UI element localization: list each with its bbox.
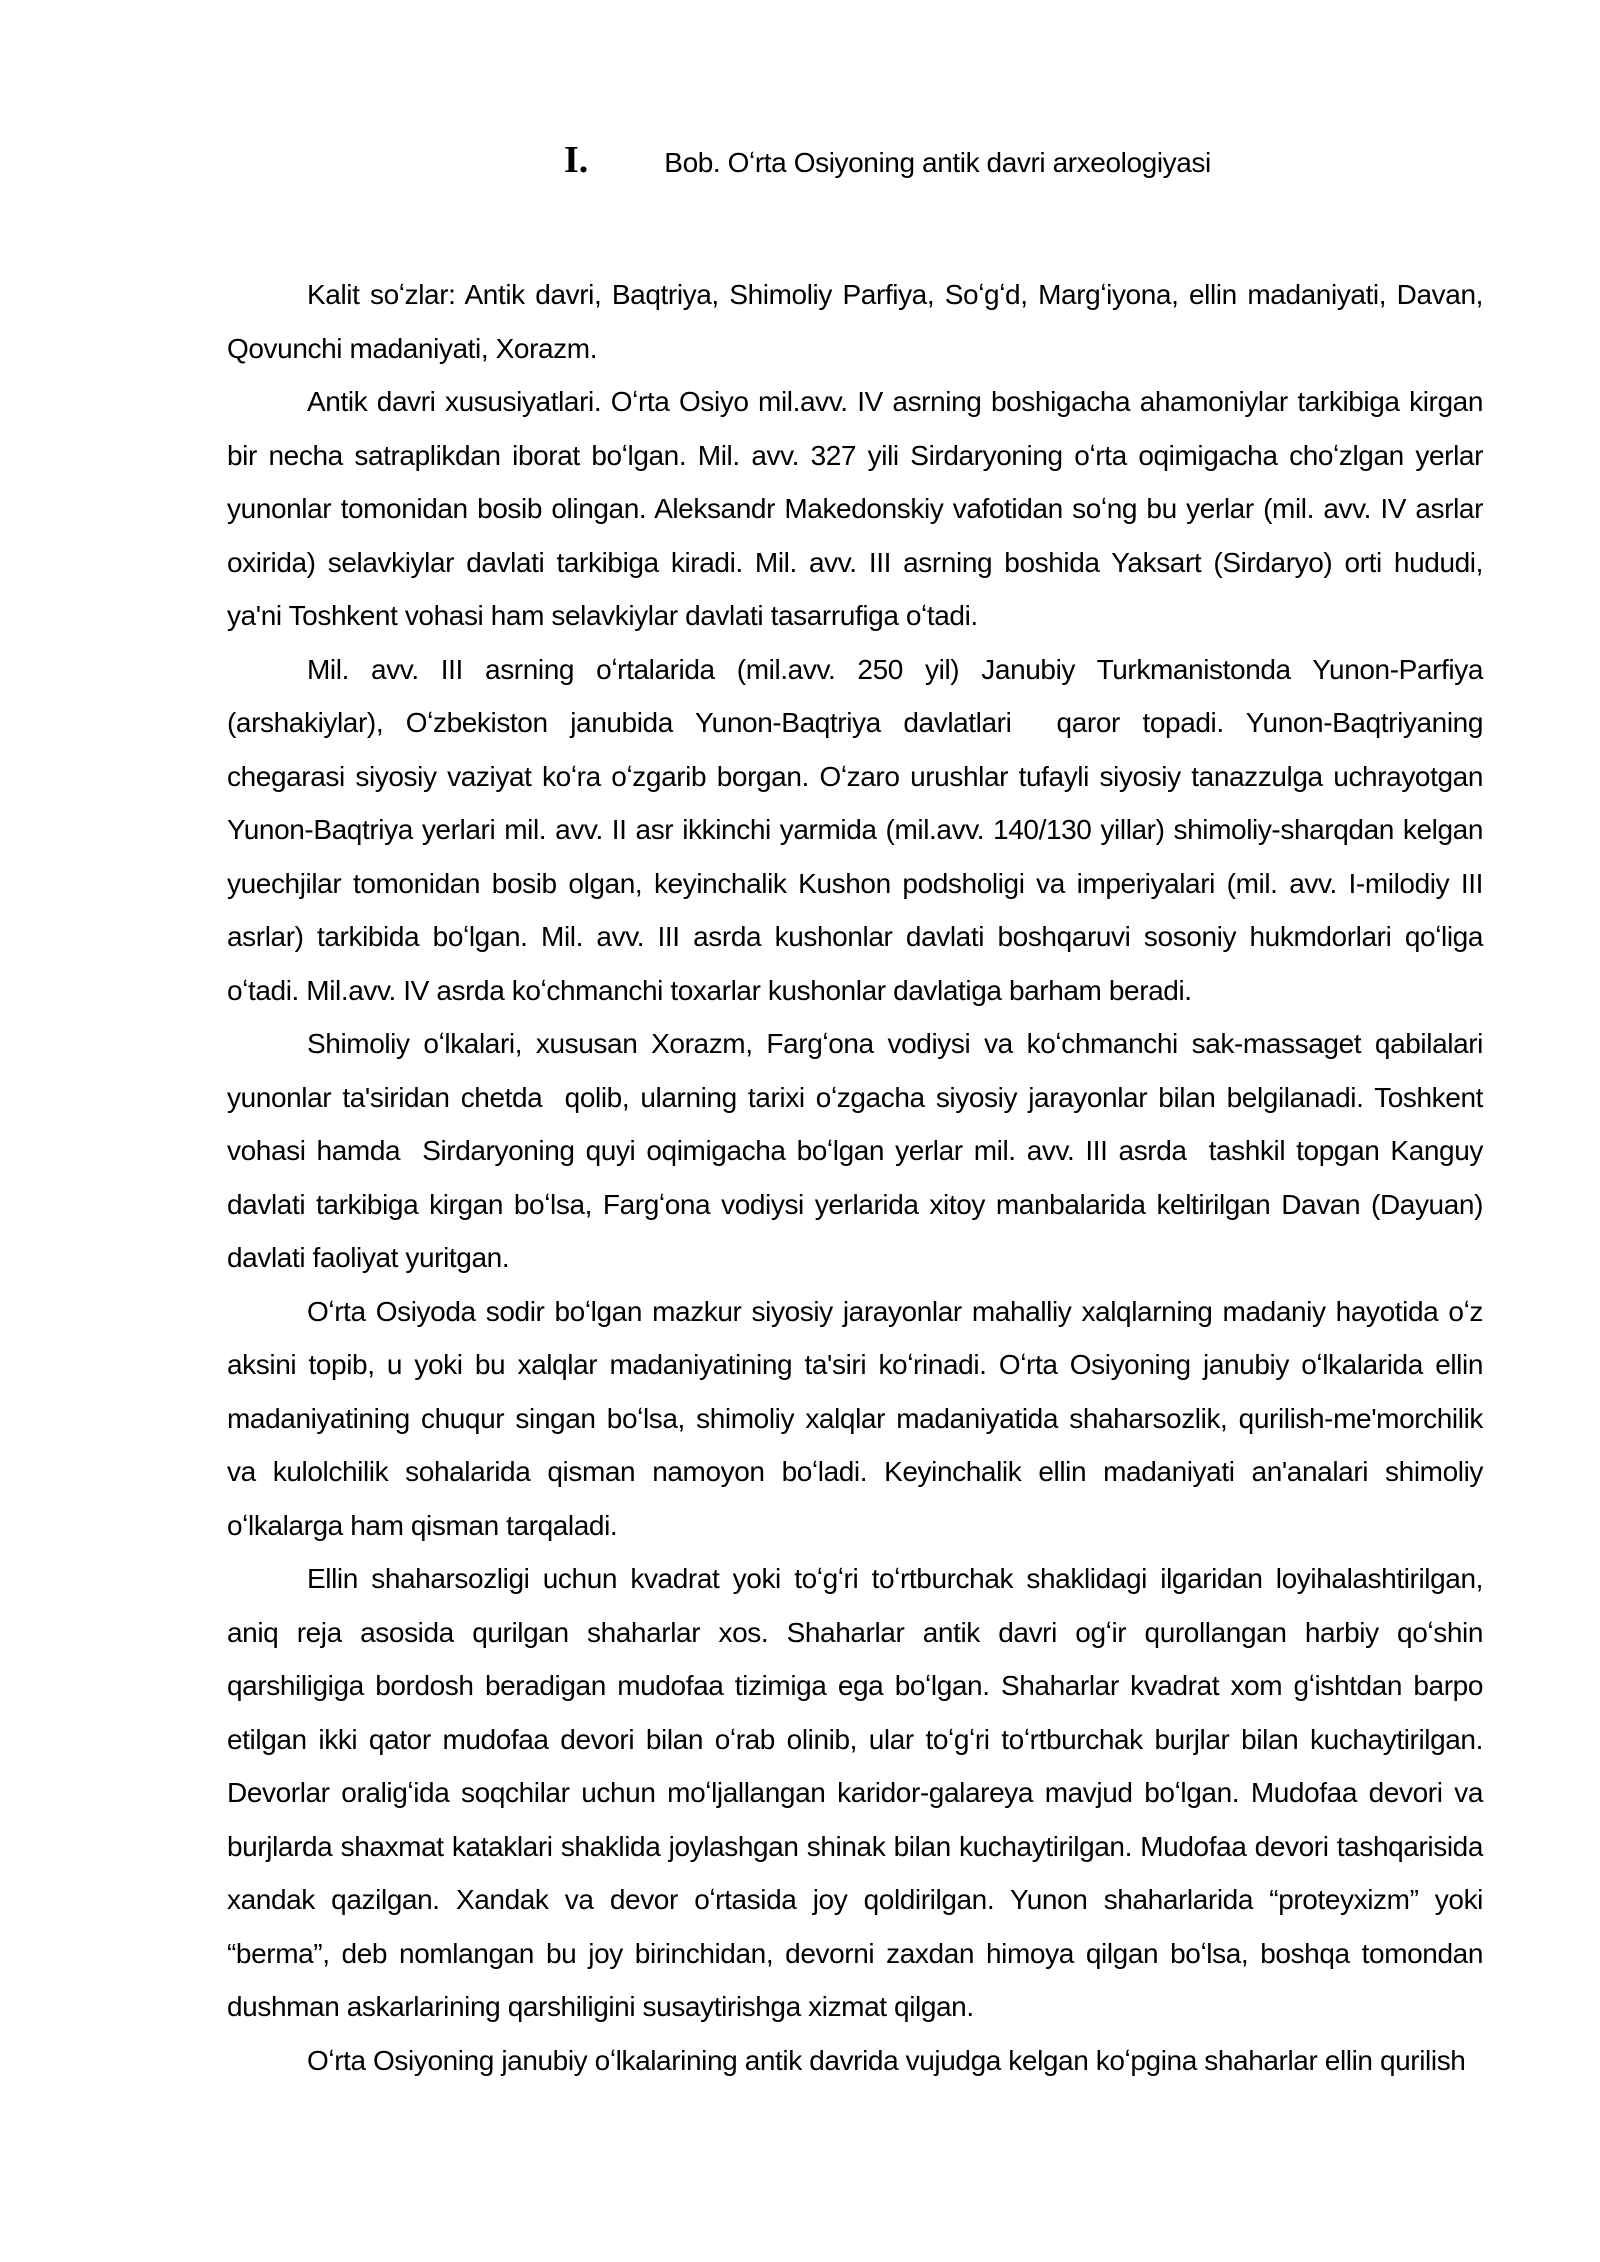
body-paragraph: Antik davri xususiyatlari. Oʻrta Osiyo mil.avv. IV asrning boshigacha ahamoniylar tarkibiga kirgan bir necha satraplikdan iborat boʻlgan. Mil. avv. 327 yili Sirdaryoning oʻrta oqimigacha choʻzlgan yerlar yunonlar tomonidan bosib olingan. Aleksandr Makedonskiy vafotidan soʻng bu yerlar (mil. avv. IV asrlar oxirida) selavkiylar davlati tarkibiga kiradi. Mil. avv. III asrning boshida Yaksart (Sirdaryo) orti hududi, ya'ni Toshkent vohasi ham selavkiylar davlati tasarrufiga oʻtadi. [227,386,1483,631]
body-paragraph: Shimoliy oʻlkalari, xususan Xorazm, Fargʻona vodiysi va koʻchmanchi sak-massaget qabilalari yunonlar ta'siridan chetda qolib, ularning tarixi oʻzgacha siyosiy jarayonlar bilan belgilanadi. Toshkent vohasi hamda Sirdaryoning quyi oqimigacha boʻlgan yerlar mil. avv. III asrda tashkil topgan Kanguy davlati tarkibiga kirgan boʻlsa, Fargʻona vodiysi yerlarida xitoy manbalarida keltirilgan Davan (Dayuan) davlati faoliyat yuritgan. [227,1028,1483,1273]
body-paragraph: Oʻrta Osiyoning janubiy oʻlkalarining antik davrida vujudga kelgan koʻpgina shaharlar ellin qurilish [307,2044,1466,2076]
body-paragraph: Mil. avv. III asrning oʻrtalarida (mil.avv. 250 yil) Janubiy Turkmanistonda Yunon-Parfiya (arshakiylar), Oʻzbekiston janubida Yunon-Baqtriya davlatlari qaror topadi. Yunon-Baqtriyaning chegarasi siyosiy vaziyat koʻra oʻzgarib borgan. Oʻzaro urushlar tufayli siyosiy tanazzulga uchrayotgan Yunon-Baqtriya yerlari mil. avv. II asr ikkinchi yarmida (mil.avv. 140/130 yillar) shimoliy-sharqdan kelgan yuechjilar tomonidan bosib olgan, keyinchalik Kushon podsholigi va imperiyalari (mil. avv. I-milodiy III asrlar) tarkibida boʻlgan. Mil. avv. III asrda kushonlar davlati boshqaruvi sosoniy hukmdorlari qoʻliga oʻtadi. Mil.avv. IV asrda koʻchmanchi toxarlar kushonlar davlatiga barham beradi. [227,653,1483,1006]
chapter-heading [564,138,1211,182]
body-paragraph: Oʻrta Osiyoda sodir boʻlgan mazkur siyosiy jarayonlar mahalliy xalqlarning madaniy hayotida oʻz aksini topib, u yoki bu xalqlar madaniyatining ta'siri koʻrinadi. Oʻrta Osiyoning janubiy oʻlkalarida ellin madaniyatining chuqur singan boʻlsa, shimoliy xalqlar madaniyatida shaharsozlik, qurilish-me'morchilik va kulolchilik sohalarida qisman namoyon boʻladi. Keyinchalik ellin madaniyati an'analari shimoliy oʻlkalarga ham qisman tarqaladi. [227,1295,1483,1541]
body-paragraph: Ellin shaharsozligi uchun kvadrat yoki toʻgʻri toʻrtburchak shaklidagi ilgaridan loyihalashtirilgan, aniq reja asosida qurilgan shaharlar xos. Shaharlar antik davri ogʻir qurollangan harbiy qoʻshin qarshiligiga bordosh beradigan mudofaa tizimiga ega boʻlgan. Shaharlar kvadrat xom gʻishtdan barpo etilgan ikki qator mudofaa devori bilan oʻrab olinib, ular toʻgʻri toʻrtburchak burjlar bilan kuchaytirilgan. Devorlar oraligʻida soqchilar uchun moʻljallangan karidor-galareya mavjud boʻlgan. Mudofaa devori va burjlarda shaxmat kataklari shaklida joylashgan shinak bilan kuchaytirilgan. Mudofaa devori tashqarisida xandak qazilgan. Xandak va devor oʻrtasida joy qoldirilgan. Yunon shaharlarida “proteyxizm” yoki “berma”, deb nomlangan bu joy birinchidan, devorni zaxdan himoya qilgan boʻlsa, boshqa tomondan dushman askarlarining qarshiligini susaytirishga xizmat qilgan. [227,1563,1483,2022]
chapter-title: Bob. Oʻrta Osiyoning antik davri arxeologiyasi [664,147,1211,178]
chapter-number: I. [564,139,589,181]
document-body [227,268,1483,2087]
body-paragraph: Kalit soʻzlar: Antik davri, Baqtriya, Shimoliy Parfiya, Soʻgʻd, Margʻiyona, ellin madaniyati, Davan, Qovunchi madaniyati, Xorazm. [227,279,1483,364]
